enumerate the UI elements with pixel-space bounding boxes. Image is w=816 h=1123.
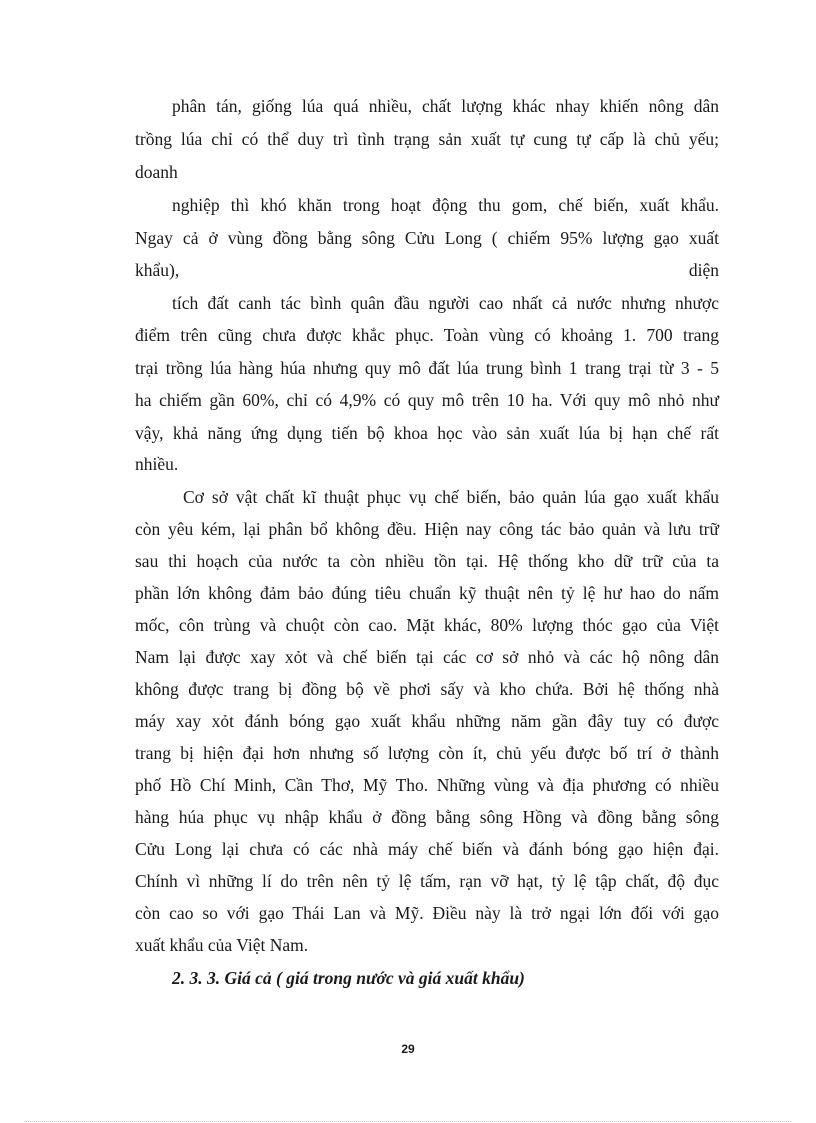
text-line: tích đất canh tác bình quân đầu người cao nhất cả nước nhưng nhược xyxy=(172,293,719,313)
text-line: mốc, côn trùng và chuột còn cao. Mặt khác, 80% lượng thóc gạo của Việt xyxy=(135,615,719,635)
text-line: xuất khẩu của Việt Nam. xyxy=(135,935,309,955)
text-line: sau thi hoạch của nước ta còn nhiều tồn tại. Hệ thống kho dữ trữ của ta xyxy=(135,551,719,571)
text-line: Nam lại được xay xỏt và chế biến tại các cơ sở nhỏ và các hộ nông dân xyxy=(135,647,719,667)
text-fragment: khẩu), xyxy=(135,260,180,280)
text-line: vậy, khả năng ứng dụng tiến bộ khoa học vào sản xuất lúa bị hạn chế rất xyxy=(135,423,719,443)
text-line: hàng húa phục vụ nhập khẩu ở đồng bằng sông Hồng và đồng bằng sông xyxy=(135,807,719,827)
text-line: phân tán, giống lúa quá nhiều, chất lượng khác nhay khiến nông dân xyxy=(172,96,719,116)
page-number: 29 xyxy=(401,1042,415,1056)
text-line: ha chiếm gần 60%, chỉ có 4,9% có quy mô trên 10 ha. Với quy mô nhỏ như xyxy=(135,390,719,410)
text-line: còn yêu kém, lại phân bổ không đều. Hiện nay công tác bảo quản và lưu trữ xyxy=(135,519,719,539)
text-fragment: diện xyxy=(688,260,719,280)
text-line xyxy=(135,258,719,282)
text-line: máy xay xỏt đánh bóng gạo xuất khẩu những năm gần đây tuy có được xyxy=(135,711,719,731)
text-line: không được trang bị đồng bộ về phơi sấy và kho chứa. Bởi hệ thống nhà xyxy=(135,679,719,699)
text-line: nghiệp thì khó khăn trong hoạt động thu gom, chế biến, xuất khẩu. xyxy=(172,195,719,215)
text-line: Cửu Long lại chưa có các nhà máy chế biến và đánh bóng gạo hiện đại. xyxy=(135,839,719,859)
text-line: trại trồng lúa hàng húa nhưng quy mô đất lúa trung bình 1 trang trại từ 3 - 5 xyxy=(135,358,719,378)
text-line: doanh xyxy=(135,162,178,182)
text-line: điểm trên cũng chưa được khắc phục. Toàn vùng có khoảng 1. 700 trang xyxy=(135,325,719,345)
text-line: trang bị hiện đại hơn nhưng số lượng còn ít, chủ yếu được bố trí ở thành xyxy=(135,743,719,763)
section-heading: 2. 3. 3. Giá cả ( giá trong nước và giá xuất khẩu) xyxy=(172,968,525,988)
text-line: trồng lúa chỉ có thể duy trì tình trạng sản xuất tự cung tự cấp là chủ yếu; xyxy=(135,129,719,149)
footer-divider xyxy=(25,1121,791,1122)
text-line: phố Hồ Chí Minh, Cần Thơ, Mỹ Tho. Những vùng và địa phương có nhiều xyxy=(135,775,719,795)
text-line: Cơ sở vật chất kĩ thuật phục vụ chế biến, bảo quản lúa gạo xuất khẩu xyxy=(183,487,719,507)
text-line: Chính vì những lí do trên nên tỷ lệ tấm, rạn vỡ hạt, tỷ lệ tập chất, độ đục xyxy=(135,871,719,891)
text-line: phần lớn không đảm bảo đúng tiêu chuẩn kỹ thuật nên tỷ lệ hư hao do nấm xyxy=(135,583,719,603)
text-line: còn cao so với gạo Thái Lan và Mỹ. Điều này là trở ngại lớn đối với gạo xyxy=(135,903,719,923)
text-line: Ngay cả ở vùng đồng bằng sông Cửu Long ( chiếm 95% lượng gạo xuất xyxy=(135,228,719,248)
text-line: nhiều. xyxy=(135,454,179,474)
